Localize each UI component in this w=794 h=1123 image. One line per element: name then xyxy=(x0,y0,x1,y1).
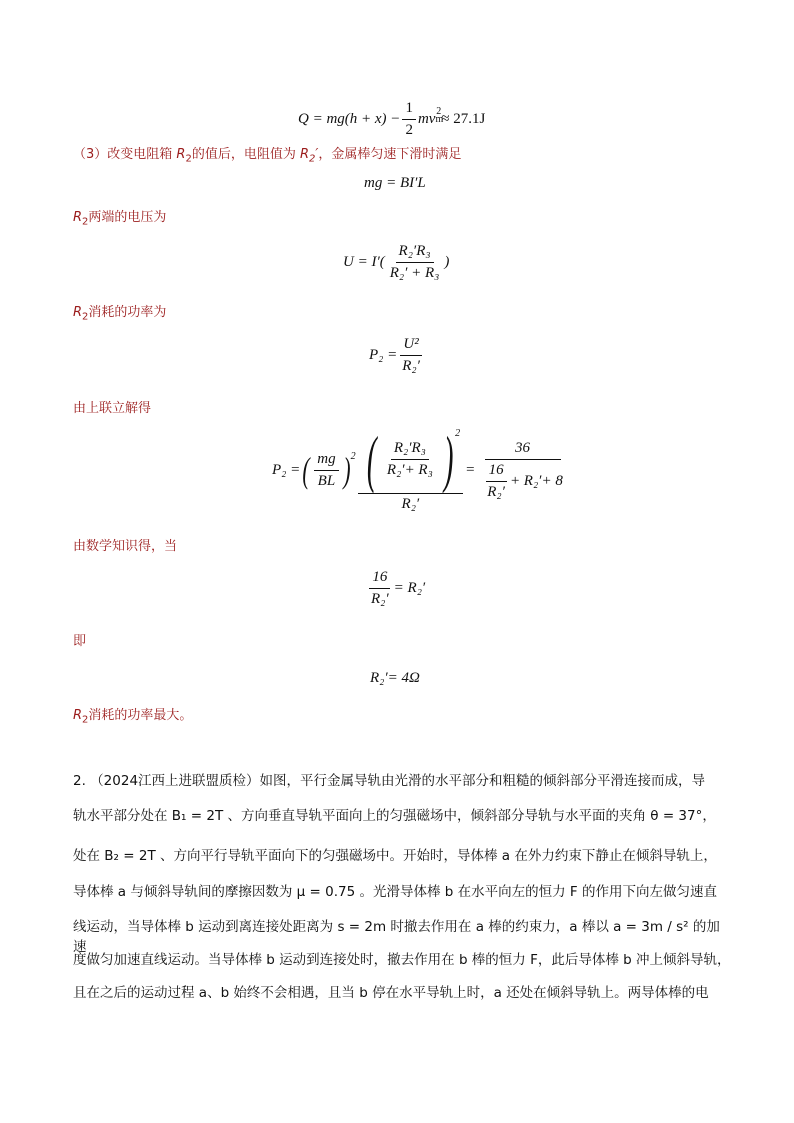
text-combine: 由上联立解得 xyxy=(73,401,152,416)
equation-condition: $\frac{16}{\text{R₂′}}$ = R₂′ xyxy=(371,569,426,607)
question-2-line-5: 线运动，当导体棒 b 运动到离连接处距离为 s = 2m 时撤去作用在 a 棒的约束力，a 棒以 a = 3m / s² 的加速 xyxy=(73,919,720,955)
text-voltage-label: $R_2$两端的电压为 xyxy=(73,210,167,228)
text-power-label: $R_2$消耗的功率为 xyxy=(73,305,167,323)
equation-power-combined: P₂ = ( $\frac{mg}{BL}$ ) $^2$ ( $\frac{\text{R₂′R₃}}{\text{R₂′+ R₃}}$ ) $^2$ R₂′ = 36 $\frac{16}{\text{R₂′}}$ + R₂′+ 8 xyxy=(272,423,563,512)
question-2-line-2: 轨水平部分处在 B₁ = 2T 、方向垂直导轨平面向上的匀强磁场中，倾斜部分导轨与水平面的夹角 θ = 37°， xyxy=(73,808,716,824)
question-2-line-4: 导体棒 a 与倾斜导轨间的摩擦因数为 μ = 0.75 。光滑导体棒 b 在水平向左的恒力 F 的作用下向左做匀速直 xyxy=(73,884,717,900)
text-max-power: $R_2$消耗的功率最大。 xyxy=(73,708,193,726)
question-2-line-3: 处在 B₂ = 2T 、方向平行导轨平面向下的匀强磁场中。开始时，导体棒 a 在外力约束下静止在倾斜导轨上， xyxy=(73,848,717,864)
text-part3-intro: （3）改变电阻箱 $R_2$的值后，电阻值为 $R_2'$，金属棒匀速下滑时满足 xyxy=(73,147,462,165)
equation-power: P₂ = $\frac{\text{U²}}{\text{R₂′}}$ xyxy=(369,336,420,374)
equation-heat: Q = mg(h + x) − $\frac{1}{2}$ mv m $^2$ ≈ 27.1J xyxy=(298,100,486,138)
equation-result: R₂′= 4Ω xyxy=(370,670,420,686)
equation-voltage: U = I′( $\frac{\text{R₂′R₃}}{\text{R₂′ + R₃}}$ ) xyxy=(343,243,450,281)
equation-balance: mg = BI′L xyxy=(364,175,426,191)
question-2-line-1: 2. （2024江西上进联盟质检）如图，平行金属导轨由光滑的水平部分和粗糙的倾斜部分平滑连接而成，导 xyxy=(73,773,706,789)
text-math-condition: 由数学知识得，当 xyxy=(73,539,178,554)
question-2-line-6: 度做匀加速直线运动。当导体棒 b 运动到连接处时，撤去作用在 b 棒的恒力 F，此后导体棒 b 冲上倾斜导轨， xyxy=(73,952,731,968)
question-2-line-7: 且在之后的运动过程 a、b 始终不会相遇，且当 b 停在水平导轨上时，a 还处在倾斜导轨上。两导体棒的电 xyxy=(73,985,709,1001)
text-namely: 即 xyxy=(73,634,87,649)
